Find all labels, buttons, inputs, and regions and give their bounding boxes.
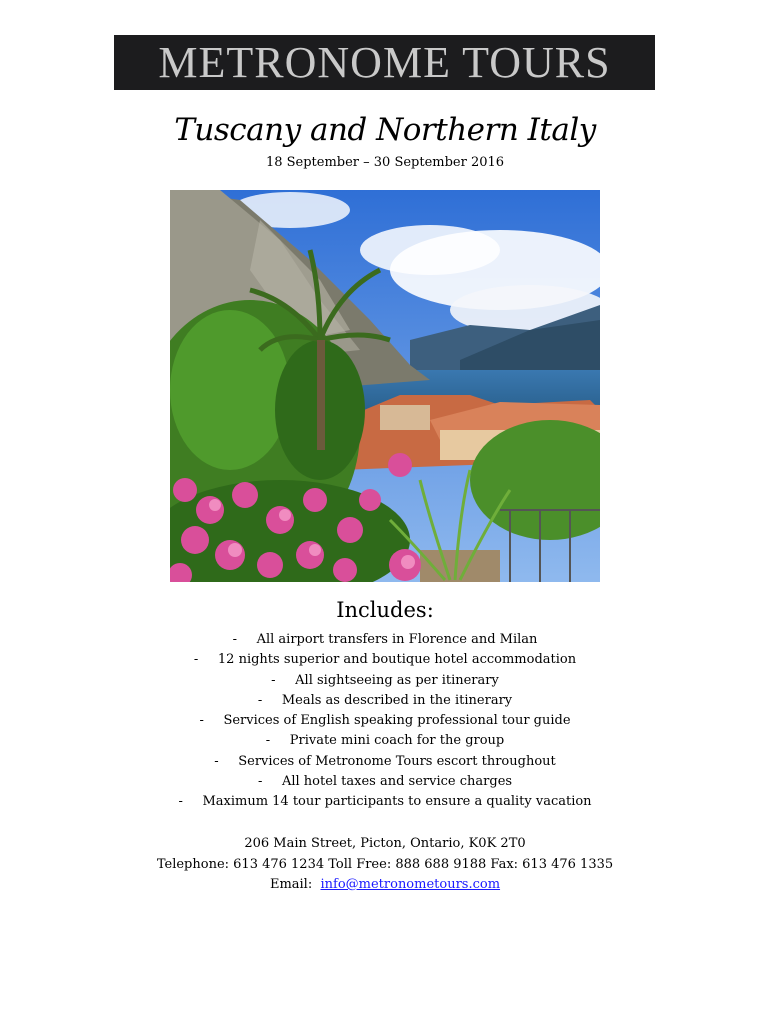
list-item-text: Meals as described in the itinerary [281, 692, 513, 708]
list-bullet: - [257, 774, 263, 790]
list-item-text: Maximum 14 tour participants to ensure a quality vacation [202, 794, 592, 810]
email-label: Email: [269, 877, 313, 892]
tour-dates: 18 September – 30 September 2016 [265, 155, 505, 170]
list-item [0, 630, 770, 650]
includes-list [0, 630, 770, 813]
list-item [0, 711, 770, 731]
email-link[interactable]: info@metronometours.com [320, 877, 501, 892]
list-item [0, 731, 770, 751]
list-bullet: - [178, 794, 183, 810]
list-item-text: Services of Metronome Tours escort throughout [238, 753, 556, 769]
list-bullet: - [214, 753, 219, 769]
list-item-text: All sightseeing as per itinerary [295, 672, 499, 688]
list-item-text: Services of English speaking professional tour guide [223, 713, 571, 729]
list-item [0, 772, 770, 792]
list-item-text: All airport transfers in Florence and Milan [256, 632, 538, 647]
brand-banner [114, 35, 655, 90]
list-item [0, 671, 770, 691]
list-bullet: - [257, 692, 263, 708]
tour-title: Tuscany and Northern Italy [174, 112, 596, 148]
list-item-text: 12 nights superior and boutique hotel accommodation [217, 652, 577, 668]
brand-logo-text: METRONOME TOURS [158, 38, 611, 87]
list-item-text: All hotel taxes and service charges [281, 774, 513, 790]
list-item [0, 650, 770, 670]
list-item [0, 792, 770, 812]
list-item [0, 691, 770, 711]
list-bullet: - [193, 652, 199, 668]
email-line [0, 875, 770, 896]
list-item [0, 752, 770, 772]
address: 206 Main Street, Picton, Ontario, K0K 2T0 [244, 836, 526, 851]
list-bullet: - [199, 713, 204, 729]
contact-block [0, 834, 770, 896]
list-bullet: - [265, 733, 271, 749]
phone-numbers: Telephone: 613 476 1234 Toll Free: 888 688 9188 Fax: 613 476 1335 [156, 856, 614, 872]
list-bullet: - [232, 632, 237, 647]
list-item-text: Private mini coach for the group [289, 733, 505, 749]
list-bullet: - [271, 672, 276, 688]
tour-photo [170, 190, 600, 582]
includes-heading: Includes: [336, 598, 434, 622]
